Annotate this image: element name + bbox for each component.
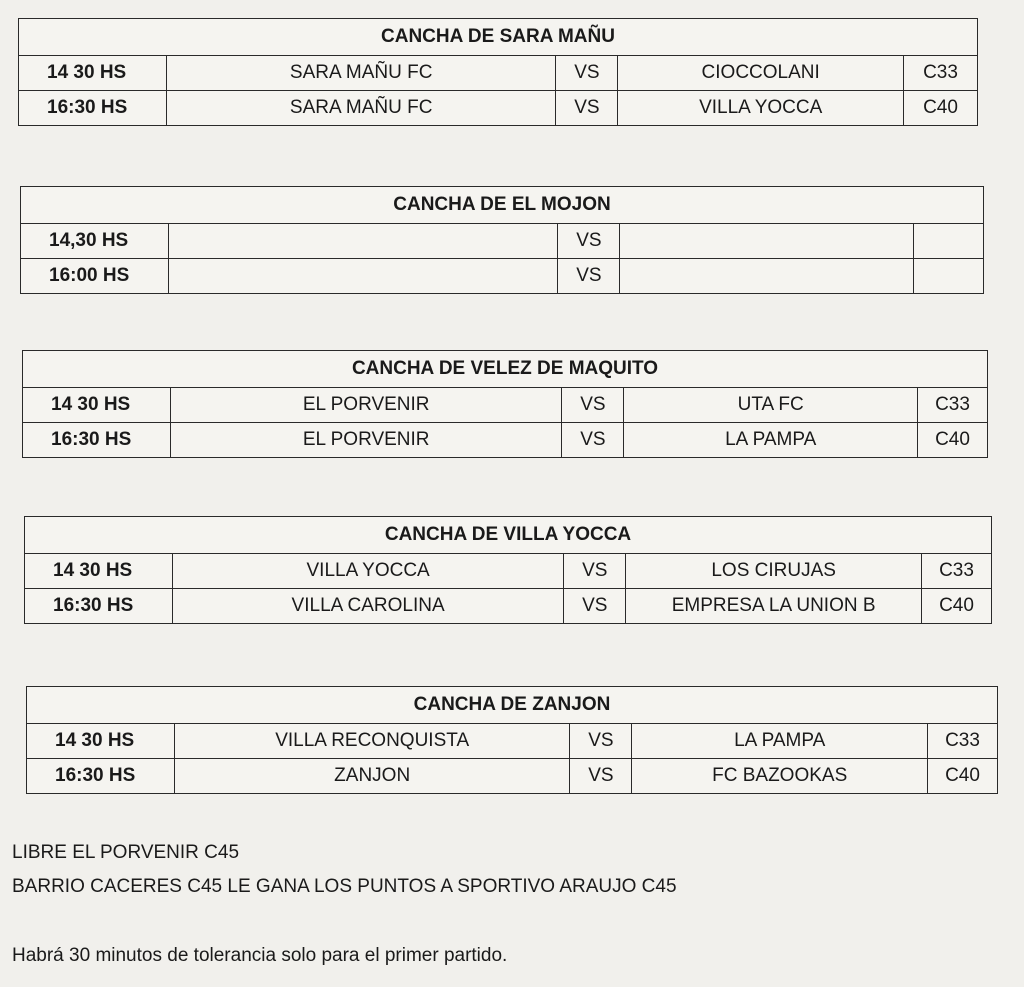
home-team: SARA MAÑU FC [166,56,555,91]
match-time: 14,30 HS [21,224,169,259]
home-team: VILLA YOCCA [172,554,563,589]
vs-label: VS [570,759,632,794]
away-team: LA PAMPA [624,423,918,458]
home-team: VILLA CAROLINA [172,589,563,624]
match-time: 16:30 HS [25,589,173,624]
match-row [27,724,998,759]
vs-label: VS [564,554,626,589]
venue-table-zanjon [26,686,998,794]
away-team: CIOCCOLANI [618,56,904,91]
match-row [19,91,978,126]
venue-table-velez-de-maquito [22,350,988,458]
category [914,224,984,259]
home-team: SARA MAÑU FC [166,91,555,126]
match-time: 14 30 HS [27,724,175,759]
match-row [21,224,984,259]
away-team: LA PAMPA [632,724,928,759]
home-team: EL PORVENIR [170,388,562,423]
venue-title: CANCHA DE SARA MAÑU [19,19,978,56]
vs-label: VS [564,589,626,624]
match-time: 16:30 HS [19,91,167,126]
category: C33 [922,554,992,589]
away-team [620,224,914,259]
match-row [27,759,998,794]
away-team: FC BAZOOKAS [632,759,928,794]
category: C40 [918,423,988,458]
category: C40 [922,589,992,624]
match-time: 14 30 HS [19,56,167,91]
category: C40 [928,759,998,794]
match-time: 16:30 HS [27,759,175,794]
venue-table-el-mojon [20,186,984,294]
match-row [25,589,992,624]
vs-label: VS [570,724,632,759]
venue-table-sara-manu [18,18,978,126]
note-tolerancia: Habrá 30 minutos de tolerancia solo para el primer partido. [12,945,508,966]
category: C33 [904,56,978,91]
venue-title: CANCHA DE ZANJON [27,687,998,724]
vs-label: VS [558,259,620,294]
away-team: UTA FC [624,388,918,423]
match-time: 16:30 HS [23,423,171,458]
category: C40 [904,91,978,126]
home-team: ZANJON [174,759,570,794]
home-team [168,259,558,294]
home-team: EL PORVENIR [170,423,562,458]
vs-label: VS [558,224,620,259]
away-team: EMPRESA LA UNION B [626,589,922,624]
venue-title: CANCHA DE EL MOJON [21,187,984,224]
category: C33 [928,724,998,759]
away-team: LOS CIRUJAS [626,554,922,589]
vs-label: VS [556,56,618,91]
match-time: 16:00 HS [21,259,169,294]
away-team: VILLA YOCCA [618,91,904,126]
note-barrio-caceres: BARRIO CACERES C45 LE GANA LOS PUNTOS A SPORTIVO ARAUJO C45 [12,876,677,897]
note-libre: LIBRE EL PORVENIR C45 [12,842,240,863]
match-row [19,56,978,91]
vs-label: VS [562,423,624,458]
vs-label: VS [556,91,618,126]
match-row [21,259,984,294]
away-team [620,259,914,294]
category [914,259,984,294]
category: C33 [918,388,988,423]
match-time: 14 30 HS [25,554,173,589]
match-row [23,423,988,458]
venue-title: CANCHA DE VELEZ DE MAQUITO [23,351,988,388]
match-time: 14 30 HS [23,388,171,423]
venue-table-villa-yocca [24,516,992,624]
home-team [168,224,558,259]
match-row [25,554,992,589]
match-row [23,388,988,423]
venue-title: CANCHA DE VILLA YOCCA [25,517,992,554]
vs-label: VS [562,388,624,423]
home-team: VILLA RECONQUISTA [174,724,570,759]
